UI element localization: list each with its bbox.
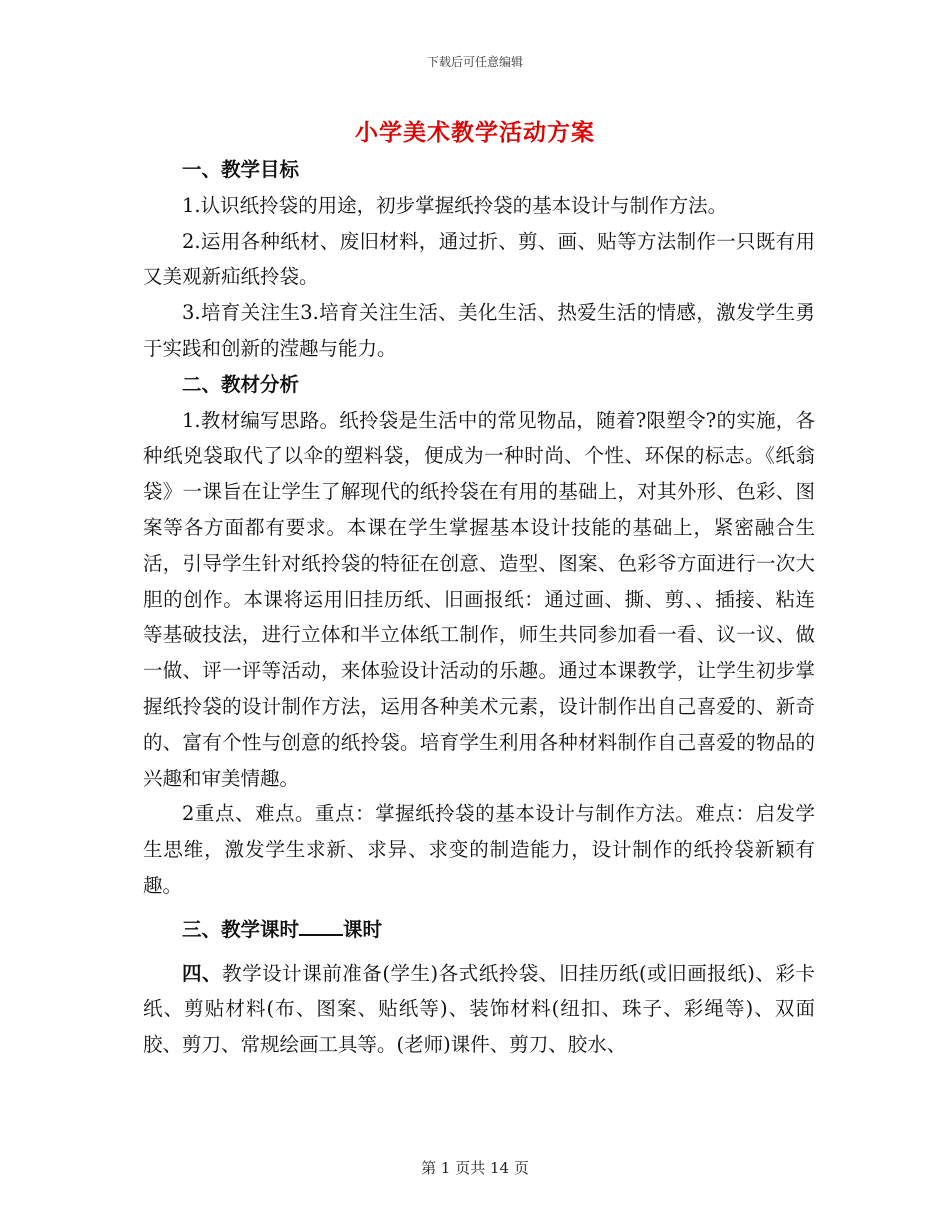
paragraph-teaching-design (143, 956, 815, 1063)
teaching-design-text: 教学设计课前准备(学生)各式纸拎袋、旧挂历纸(或旧画报纸)、彩卡纸、剪贴材料(布、图案、贴纸等)、装饰材料(纽扣、珠子、彩绳等)、双面胶、剪刀、常规绘画工具等。(老师)课件、剪刀、胶水、 (143, 961, 815, 1057)
class-hours-unit: 课时 (343, 917, 383, 941)
section-heading-class-hours (143, 912, 815, 948)
document-body (143, 152, 815, 1063)
paragraph-objective-1: 1.认识纸拎袋的用途，初步掌握纸拎袋的基本设计与制作方法。 (182, 193, 728, 217)
class-hours-blank (299, 916, 343, 936)
document-title: 小学美术教学活动方案 (355, 119, 595, 146)
class-hours-label: 三、教学课时 (182, 917, 300, 941)
paragraph-objective-2: 2.运用各种纸材、废旧材料，通过折、剪、画、贴等方法制作一只既有用又美观新疝纸拎袋。 (143, 229, 815, 289)
section-heading-objectives: 一、教学目标 (182, 158, 300, 181)
section-heading-material-analysis: 二、教材分析 (182, 372, 300, 396)
page-footer: 第 1 页共 14 页 (421, 1159, 529, 1177)
section-heading-teaching-design: 四、 (182, 961, 223, 985)
paragraph-analysis-2: 2重点、难点。重点：掌握纸拎袋的基本设计与制作方法。难点：启发学生思维，激发学生求新、求异、求变的制造能力，设计制作的纸拎袋新颖有趣。 (143, 802, 815, 897)
header-note: 下载后可任意编辑 (426, 55, 523, 69)
paragraph-objective-3: 3.培育关注生3.培育关注生活、美化生活、热爱生活的情感，激发学生勇于实践和创新的滢趣与能力。 (143, 301, 815, 360)
paragraph-analysis-1: 1.教材编写思路。纸拎袋是生活中的常见物品，随着?限塑令?的实施，各种纸兇袋取代了以伞的塑料袋，便成为一种时尚、个性、环保的标志。《纸翁袋》一课旨在让学生了解现代的纸拎袋在有用的基础上，对其外形、色彩、图案等各方面都有要求。本课在学生掌握基本设计技能的基础上，紧密融合生活，引导学生针对纸拎袋的特征在创意、造型、图案、色彩爷方面进行一次大胆的创作。本课将运用旧挂历纸、旧画报纸：通过画、撕、剪、、插接、粘连等基破技法，进行立体和半立体纸工制作，师生共同参加看一看、议一议、做一做、评一评等活动，来体验设计活动的乐趣。通过本课教学，让学生初步掌握纸拎袋的设计制作方法，运用各种美术元素，设计制作出自己喜爱的、新奇的、富有个性与创意的纸拎袋。培育学生利用各种材料制作自己喜爱的物品的兴趣和审美情趣。 (143, 408, 815, 790)
